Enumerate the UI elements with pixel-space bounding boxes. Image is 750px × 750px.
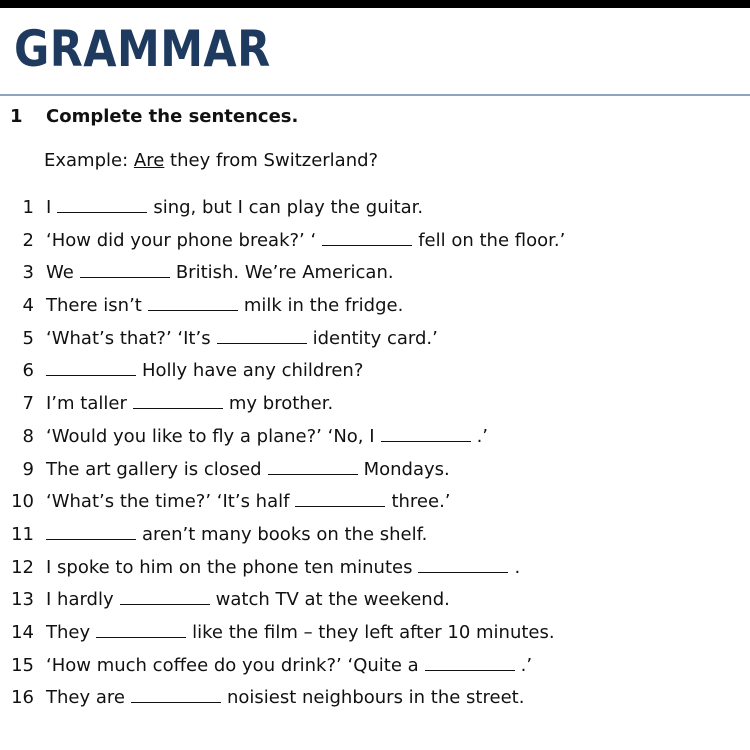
- sentence-number: 2: [22, 229, 34, 251]
- sentence-text-after: aren’t many books on the shelf.: [142, 523, 428, 545]
- answer-blank: [46, 525, 136, 540]
- sentence-text-after: fell on the floor.’: [418, 229, 566, 251]
- sentence-text-before: ‘What’s that?’ ‘It’s: [46, 327, 211, 349]
- sentence-text-after: identity card.’: [312, 327, 438, 349]
- exercise-instruction: Complete the sentences.: [46, 106, 299, 127]
- sentence-text-before: I hardly: [46, 589, 114, 611]
- answer-blank: [46, 361, 136, 376]
- sentence-text-before: They are: [46, 687, 125, 709]
- sentence-text-before: ‘How much coffee do you drink?’ ‘Quite a: [46, 654, 419, 676]
- sentence-text-before: I spoke to him on the phone ten minutes: [46, 556, 413, 578]
- sentence-text-after: .: [514, 556, 521, 578]
- example-answer: Are: [133, 150, 165, 171]
- sentence-item: [0, 454, 565, 487]
- sentence-item: [0, 290, 565, 323]
- sentence-text-after: .’: [476, 425, 489, 447]
- sentence-item: [0, 192, 565, 225]
- sentence-number: 1: [22, 197, 34, 218]
- top-border: [0, 0, 750, 8]
- sentence-text-after: milk in the fridge.: [243, 295, 404, 317]
- sentence-text-before: ‘What’s the time?’ ‘It’s half: [46, 491, 290, 513]
- sentence-item: [0, 617, 565, 650]
- sentence-number: 13: [11, 589, 34, 611]
- answer-blank: [418, 558, 508, 573]
- sentence-number: 9: [22, 458, 34, 480]
- sentence-item: [0, 225, 565, 258]
- exercise-number: 1: [10, 106, 23, 127]
- sentence-number: 14: [11, 621, 34, 643]
- sentence-item: [0, 355, 565, 388]
- sentence-number: 7: [22, 393, 34, 415]
- sentence-text-before: There isn’t: [46, 295, 142, 317]
- sentence-number: 4: [22, 295, 34, 317]
- sentence-text-before: ‘How did your phone break?’ ‘: [46, 229, 317, 251]
- answer-blank: [322, 231, 412, 246]
- sentence-number: 10: [11, 491, 34, 513]
- answer-blank: [148, 296, 238, 311]
- sentence-number: 6: [22, 360, 34, 382]
- example-label: Example:: [44, 150, 129, 171]
- answer-blank: [217, 329, 307, 344]
- page-title: GRAMMAR: [14, 20, 271, 78]
- sentence-text-after: Mondays.: [363, 458, 450, 480]
- answer-blank: [120, 590, 210, 605]
- exercise-heading: [10, 102, 298, 132]
- example-sentence: [44, 146, 378, 176]
- sentence-item: [0, 552, 565, 585]
- sentence-number: 15: [11, 654, 34, 676]
- sentence-item: [0, 486, 565, 519]
- sentence-text-before: ‘Would you like to fly a plane?’ ‘No, I: [46, 425, 375, 447]
- sentence-number: 16: [11, 687, 34, 709]
- sentence-item: [0, 650, 565, 683]
- answer-blank: [268, 460, 358, 475]
- sentence-number: 12: [11, 556, 34, 578]
- answer-blank: [80, 263, 170, 278]
- sentence-text-before: I: [46, 197, 52, 218]
- sentence-text-after: like the film – they left after 10 minutes.: [192, 621, 555, 643]
- sentence-number: 5: [22, 327, 34, 349]
- sentence-text-after: Holly have any children?: [142, 360, 364, 382]
- answer-blank: [133, 394, 223, 409]
- title-divider: [0, 94, 750, 96]
- sentence-text-before: I’m taller: [46, 393, 127, 415]
- sentence-list: [0, 192, 565, 715]
- answer-blank: [425, 656, 515, 671]
- sentence-item: [0, 682, 565, 715]
- answer-blank: [131, 688, 221, 703]
- sentence-item: [0, 421, 565, 454]
- sentence-text-after: sing, but I can play the guitar.: [153, 197, 424, 218]
- sentence-number: 11: [11, 523, 34, 545]
- sentence-text-after: noisiest neighbours in the street.: [226, 687, 525, 709]
- sentence-text-after: .’: [520, 654, 533, 676]
- sentence-item: [0, 257, 565, 290]
- answer-blank: [295, 492, 385, 507]
- sentence-text-before: The art gallery is closed: [46, 458, 262, 480]
- sentence-item: [0, 519, 565, 552]
- sentence-item: [0, 388, 565, 421]
- sentence-text-after: watch TV at the weekend.: [215, 589, 450, 611]
- sentence-text-before: They: [46, 621, 91, 643]
- sentence-text-after: my brother.: [228, 393, 334, 415]
- sentence-number: 8: [22, 425, 34, 447]
- example-rest: they from Switzerland?: [170, 150, 379, 171]
- answer-blank: [57, 198, 147, 213]
- sentence-text-after: British. We’re American.: [175, 262, 394, 284]
- answer-blank: [96, 623, 186, 638]
- sentence-item: [0, 323, 565, 356]
- sentence-item: [0, 584, 565, 617]
- sentence-number: 3: [22, 262, 34, 284]
- sentence-text-before: We: [46, 262, 74, 284]
- answer-blank: [381, 427, 471, 442]
- sentence-text-after: three.’: [391, 491, 451, 513]
